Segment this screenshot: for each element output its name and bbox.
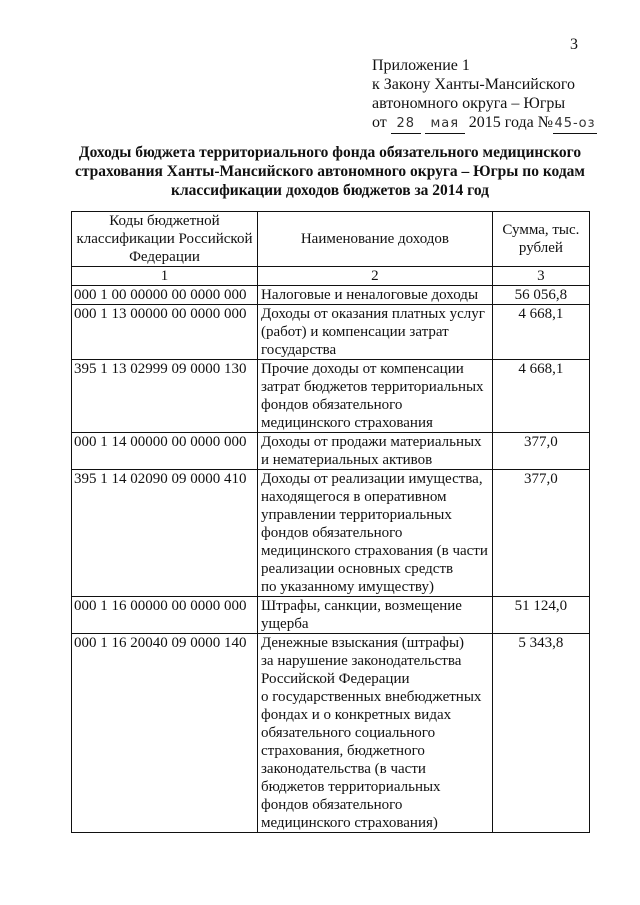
appendix-line-3: автономного округа – Югры xyxy=(372,95,566,112)
row-code: 000 1 16 00000 00 0000 000 xyxy=(72,597,258,634)
row-code: 000 1 13 00000 00 0000 000 xyxy=(72,305,258,360)
column-number-2: 2 xyxy=(257,267,492,286)
row-name-line: Доходы от продажи материальных xyxy=(260,434,482,450)
appendix-block xyxy=(372,56,597,134)
row-name-line: Денежные взыскания (штрафы) xyxy=(260,635,465,651)
row-name xyxy=(257,305,492,360)
row-name-line: реализации основных средств xyxy=(260,561,454,577)
row-name xyxy=(257,286,492,305)
column-number-1: 1 xyxy=(72,267,258,286)
income-table xyxy=(71,211,590,833)
appendix-date-line xyxy=(372,113,597,134)
row-name-line: Налоговые и неналоговые доходы xyxy=(260,287,479,303)
column-number-row xyxy=(72,267,590,286)
row-name-line: медицинского страхования (в части xyxy=(260,543,488,559)
row-name xyxy=(257,360,492,433)
row-code: 000 1 14 00000 00 0000 000 xyxy=(72,433,258,470)
table-body xyxy=(72,286,590,833)
row-code: 000 1 00 00000 00 0000 000 xyxy=(72,286,258,305)
row-sum: 51 124,0 xyxy=(492,597,589,634)
row-name-line: ущерба xyxy=(260,616,309,632)
table-row xyxy=(72,305,590,360)
date-year: 2015 года № xyxy=(468,114,553,131)
header-name: Наименование доходов xyxy=(257,212,492,267)
row-name-line: государства xyxy=(260,342,337,358)
table-row xyxy=(72,286,590,305)
row-name-line: Доходы от реализации имущества, xyxy=(260,471,483,487)
row-code: 395 1 13 02999 09 0000 130 xyxy=(72,360,258,433)
row-name-line: о государственных внебюджетных xyxy=(260,689,482,705)
row-sum: 56 056,8 xyxy=(492,286,589,305)
row-name-line: по указанному имуществу) xyxy=(260,579,434,595)
row-name-line: фондах и о конкретных видах xyxy=(260,707,452,723)
table-row xyxy=(72,597,590,634)
page-number: 3 xyxy=(570,36,578,53)
row-name-line: за нарушение законодательства xyxy=(260,653,462,669)
row-code: 395 1 14 02090 09 0000 410 xyxy=(72,470,258,597)
row-name-line: Штрафы, санкции, возмещение xyxy=(260,598,462,614)
date-day: 28 xyxy=(391,114,421,134)
row-name-line: фондов обязательного xyxy=(260,797,403,813)
row-name-line: законодательства (в части xyxy=(260,761,426,777)
row-name-line: медицинского страхования) xyxy=(260,815,438,831)
header-sum: Сумма, тыс. рублей xyxy=(492,212,589,267)
row-sum: 5 343,8 xyxy=(492,634,589,833)
row-name-line: и нематериальных активов xyxy=(260,452,433,468)
row-sum: 4 668,1 xyxy=(492,305,589,360)
row-name-line: затрат бюджетов территориальных xyxy=(260,379,484,395)
row-name-line: Доходы от оказания платных услуг xyxy=(260,306,485,322)
row-name-line: управлении территориальных xyxy=(260,507,452,523)
title-line-3: классификации доходов бюджетов за 2014 год xyxy=(171,182,489,199)
appendix-line-1: Приложение 1 xyxy=(372,57,470,74)
row-name-line: (работ) и компенсации затрат xyxy=(260,324,449,340)
row-sum: 377,0 xyxy=(492,433,589,470)
table-row xyxy=(72,360,590,433)
row-name xyxy=(257,470,492,597)
header-code: Коды бюджетной классификации Российской Федерации xyxy=(72,212,258,267)
law-number: 45-оз xyxy=(553,114,597,134)
title-line-2: страхования Ханты-Мансийского автономного округа – Югры по кодам xyxy=(74,163,585,180)
row-name-line: фондов обязательного xyxy=(260,397,403,413)
appendix-line-2: к Закону Ханты-Мансийского xyxy=(372,76,576,93)
row-name-line: фондов обязательного xyxy=(260,525,403,541)
row-name-line: бюджетов территориальных xyxy=(260,779,441,795)
document-title xyxy=(70,143,590,200)
row-sum: 4 668,1 xyxy=(492,360,589,433)
table-row xyxy=(72,470,590,597)
row-name-line: обязательного социального xyxy=(260,725,436,741)
row-name-line: Российской Федерации xyxy=(260,671,410,687)
row-name xyxy=(257,597,492,634)
row-name-line: находящегося в оперативном xyxy=(260,489,447,505)
table-row xyxy=(72,433,590,470)
table-row xyxy=(72,634,590,833)
date-month: мая xyxy=(425,114,465,134)
row-name-line: Прочие доходы от компенсации xyxy=(260,361,464,377)
row-name xyxy=(257,634,492,833)
row-code: 000 1 16 20040 09 0000 140 xyxy=(72,634,258,833)
date-prefix: от xyxy=(372,114,387,131)
title-line-1: Доходы бюджета территориального фонда обязательного медицинского xyxy=(78,144,582,161)
table-header-row xyxy=(72,212,590,267)
row-name xyxy=(257,433,492,470)
column-number-3: 3 xyxy=(492,267,589,286)
row-sum: 377,0 xyxy=(492,470,589,597)
row-name-line: страхования, бюджетного xyxy=(260,743,425,759)
row-name-line: медицинского страхования xyxy=(260,415,433,431)
